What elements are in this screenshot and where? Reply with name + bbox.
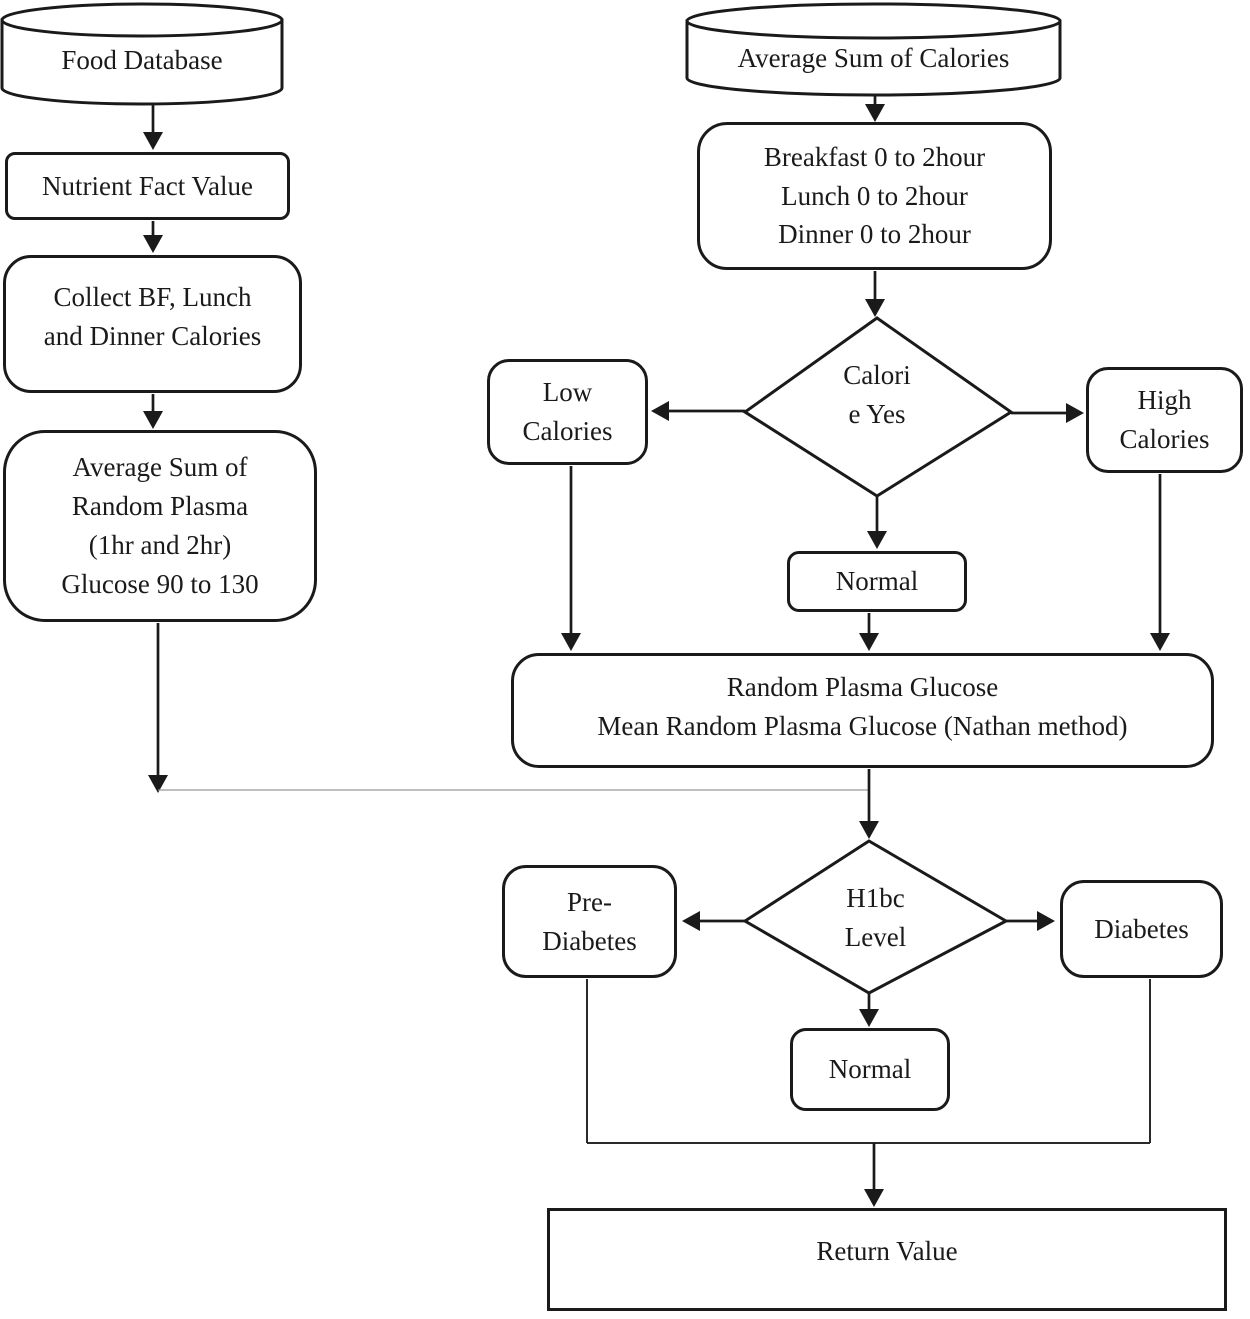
connector-caloriesdb-to-meals [865, 96, 885, 122]
avg-random-plasma-line1: Average Sum of [72, 452, 248, 483]
connector-merge-to-return [864, 1143, 884, 1207]
normal-h1bc-label: Normal [828, 1054, 912, 1085]
h1bc-decision-line1: H1bc [846, 883, 905, 914]
return-value-label: Return Value [816, 1236, 958, 1267]
calorie-decision-line1: Calori [843, 360, 911, 391]
low-calories-line1: Low [542, 377, 593, 408]
h1bc-decision-line2: Level [844, 922, 907, 952]
food-database-label: Food Database [61, 44, 223, 75]
calorie-decision-node [745, 342, 1009, 448]
avg-random-plasma-line4: Glucose 90 to 130 [61, 568, 259, 599]
meal-windows-node [697, 122, 1052, 270]
avg-sum-calories-label: Average Sum of Calories [737, 42, 1010, 73]
connector-fooddb-to-nutrient [143, 102, 163, 150]
connector-h1bc-to-diabetes [1006, 911, 1055, 931]
connector-normal-to-rpg [859, 613, 879, 651]
connector-avgplasma-down [148, 623, 168, 793]
connector-decision-to-normal [867, 496, 887, 549]
random-plasma-glucose-line1: Random Plasma Glucose [726, 672, 999, 702]
pre-diabetes-line1: Pre- [567, 886, 612, 917]
avg-random-plasma-line2: Random Plasma [71, 491, 249, 522]
collect-calories-line2: and Dinner Calories [43, 320, 262, 351]
meal-windows-line1: Breakfast 0 to 2hour [763, 141, 986, 172]
connector-high-to-rpg [1150, 474, 1170, 651]
h1bc-decision-node [745, 862, 1006, 974]
low-calories-node [487, 359, 648, 465]
diabetes-node [1060, 880, 1223, 978]
connector-rpg-to-h1bc [859, 769, 879, 839]
meal-windows-line3: Dinner 0 to 2hour [778, 219, 971, 250]
calorie-decision-line2: e Yes [848, 399, 906, 429]
meal-windows-line2: Lunch 0 to 2hour [781, 180, 968, 211]
collect-calories-node [3, 255, 302, 393]
normal-h1bc-node [790, 1028, 950, 1111]
food-database-node [2, 30, 282, 90]
avg-sum-calories-node [687, 28, 1060, 88]
random-plasma-glucose-line2: Mean Random Plasma Glucose (Nathan method) [597, 710, 1128, 741]
connector-low-to-rpg [561, 466, 581, 651]
connector-collect-to-avgplasma [143, 394, 163, 429]
high-calories-node [1086, 367, 1243, 473]
collect-calories-line1: Collect BF, Lunch [53, 282, 252, 312]
connector-decision-to-low [651, 401, 745, 421]
high-calories-line2: Calories [1119, 424, 1210, 454]
avg-random-plasma-node [3, 430, 317, 622]
connector-h1bc-to-prediabetes [682, 911, 745, 931]
avg-random-plasma-line3: (1hr and 2hr) [88, 530, 232, 560]
nutrient-fact-value-node [5, 152, 290, 220]
high-calories-line1: High [1137, 385, 1192, 416]
normal-calories-label: Normal [835, 566, 919, 597]
pre-diabetes-node [502, 865, 677, 978]
return-value-node [547, 1208, 1227, 1311]
diabetes-label: Diabetes [1094, 913, 1189, 944]
low-calories-line2: Calories [522, 416, 613, 446]
random-plasma-glucose-node [511, 653, 1214, 768]
connector-h1bc-to-normal2 [859, 993, 879, 1027]
connector-decision-to-high [1011, 403, 1084, 423]
connector-nutrient-to-collect [143, 221, 163, 253]
connector-meals-to-calorie-decision [865, 271, 885, 317]
nutrient-fact-value-label: Nutrient Fact Value [42, 170, 253, 201]
normal-calories-node [787, 551, 967, 612]
pre-diabetes-line2: Diabetes [542, 925, 637, 956]
